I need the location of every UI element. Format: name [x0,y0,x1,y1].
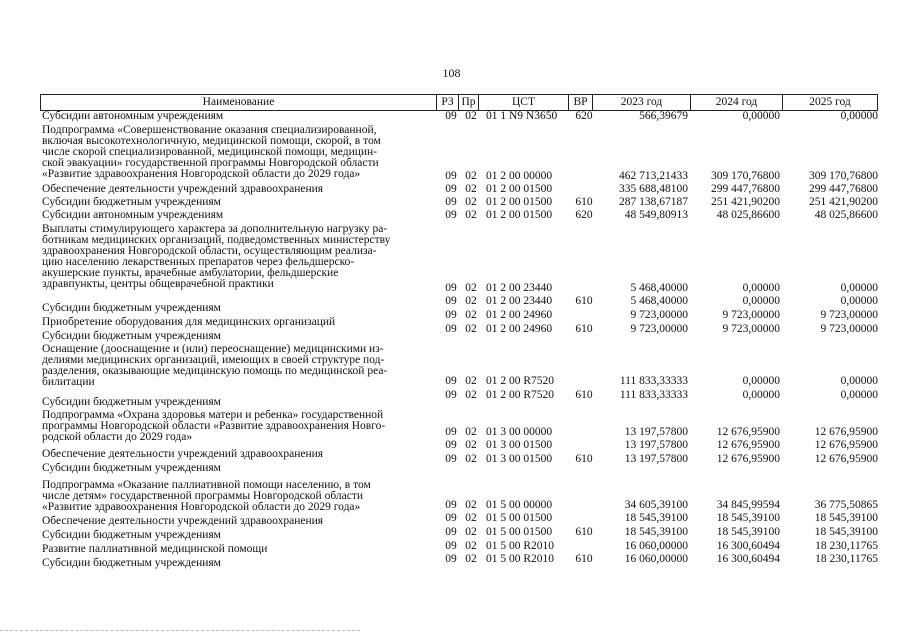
row-pr: 02 [465,526,477,538]
row-pr: 02 [465,453,477,465]
row-pr: 02 [465,439,477,451]
row-cst: 01 5 00 00000 [486,499,553,511]
row-value-2023: 5 468,40000 [630,295,688,307]
row-vr: 610 [575,323,593,335]
row-value-2025: 18 545,39100 [814,512,878,524]
row-name: Субсидии бюджетным учреждениям [42,330,221,342]
row-value-2023: 287 138,67187 [619,196,688,208]
row-rz: 09 [445,389,457,401]
row-name: Субсидии бюджетным учреждениям [42,196,221,208]
row-value-2024: 0,00000 [742,295,780,307]
row-value-2023: 48 549,80913 [624,209,688,221]
header-rz: РЗ [436,95,458,110]
header-2024: 2024 год [690,95,782,110]
row-pr: 02 [465,170,477,182]
row-cst: 01 2 00 01500 [486,183,553,195]
row-value-2023: 34 605,39100 [624,499,688,511]
row-value-2024: 12 676,95900 [716,426,780,438]
row-cst: 01 2 00 00000 [486,170,553,182]
row-name: Обеспечение деятельности учреждений здравоохранения [42,183,324,195]
row-rz: 09 [445,183,457,195]
row-vr: 610 [575,295,593,307]
row-cst: 01 5 00 01500 [486,512,553,524]
row-rz: 09 [445,309,457,321]
row-rz: 09 [445,110,457,122]
row-name: Субсидии бюджетным учреждениям [42,302,221,314]
row-value-2023: 111 833,33333 [619,375,688,387]
row-value-2025: 12 676,95900 [814,453,878,465]
row-vr: 620 [575,110,593,122]
row-pr: 02 [465,209,477,221]
row-value-2025: 309 170,76800 [809,170,878,182]
row-value-2024: 0,00000 [742,375,780,387]
row-rz: 09 [445,526,457,538]
row-value-2023: 462 713,21433 [619,170,688,182]
row-pr: 02 [465,499,477,511]
row-value-2025: 18 545,39100 [814,526,878,538]
row-cst: 01 2 00 23440 [486,282,553,294]
row-value-2025: 12 676,95900 [814,426,878,438]
row-rz: 09 [445,439,457,451]
row-cst: 01 1 N9 N3650 [486,110,558,122]
row-rz: 09 [445,295,457,307]
header-pr: Пр [458,95,478,110]
row-pr: 02 [465,389,477,401]
row-value-2023: 111 833,33333 [619,389,688,401]
row-vr: 610 [575,389,593,401]
row-name: Субсидии бюджетным учреждениям [42,529,221,541]
header-name: Наименование [40,95,436,110]
row-pr: 02 [465,426,477,438]
row-value-2024: 12 676,95900 [716,453,780,465]
row-cst: 01 2 00 01500 [486,196,553,208]
row-pr: 02 [465,295,477,307]
row-value-2023: 566,39679 [639,110,688,122]
row-pr: 02 [465,553,477,565]
row-pr: 02 [465,512,477,524]
row-rz: 09 [445,170,457,182]
page-edge-line [0,630,360,631]
row-name: Субсидии бюджетным учреждениям [42,557,221,569]
row-name: Выплаты стимулирующего характера за дополнительную нагрузку ра- ботникам медицинских организаций, подведомственных министерству здравоохранения Новгородской области, осуществляющим реализа- цию населению лекарственных препаратов через фельдшерско- акушерские пункты, врачебные амбулатории, фельдшерские здравпункты, центры общеврачебной практики [42,223,391,290]
row-value-2023: 18 545,39100 [624,526,688,538]
row-value-2025: 36 775,50865 [814,499,878,511]
row-value-2023: 5 468,40000 [630,282,688,294]
row-name: Субсидии автономным учреждениям [42,110,224,122]
row-name: Подпрограмма «Охрана здоровья матери и ребенка» государственной программы Новгородской области «Развитие здравоохранения Новго- родской области до 2029 года» [42,409,386,443]
row-value-2024: 251 421,90200 [711,196,780,208]
row-value-2024: 309 170,76800 [711,170,780,182]
row-cst: 01 2 00 01500 [486,209,553,221]
row-value-2023: 16 060,00000 [624,553,688,565]
row-vr: 610 [575,526,593,538]
row-value-2025: 9 723,00000 [820,309,878,321]
row-name: Подпрограмма «Оказание паллиативной помощи населению, в том числе детям» государственной программы Новгородской области «Развитие здравоохранения Новгородской области до 2029 года» [42,479,371,513]
row-value-2025: 251 421,90200 [809,196,878,208]
row-value-2025: 0,00000 [840,110,878,122]
row-cst: 01 2 00 23440 [486,295,553,307]
row-name: Субсидии бюджетным учреждениям [42,462,221,474]
row-pr: 02 [465,110,477,122]
row-value-2025: 299 447,76800 [809,183,878,195]
row-pr: 02 [465,323,477,335]
row-cst: 01 2 00 R7520 [486,375,555,387]
row-cst: 01 5 00 R2010 [486,540,555,552]
row-rz: 09 [445,323,457,335]
row-value-2023: 16 060,00000 [624,540,688,552]
header-2025: 2025 год [782,95,878,110]
row-value-2024: 9 723,00000 [722,323,780,335]
row-vr: 610 [575,196,593,208]
row-value-2025: 18 230,11765 [815,540,878,552]
row-pr: 02 [465,309,477,321]
row-value-2025: 18 230,11765 [815,553,878,565]
row-value-2024: 299 447,76800 [711,183,780,195]
row-value-2024: 16 300,60494 [716,540,780,552]
row-value-2025: 12 676,95900 [814,439,878,451]
row-value-2024: 16 300,60494 [716,553,780,565]
row-value-2023: 335 688,48100 [619,183,688,195]
row-pr: 02 [465,196,477,208]
row-rz: 09 [445,512,457,524]
row-value-2024: 12 676,95900 [716,439,780,451]
row-value-2024: 0,00000 [742,110,780,122]
row-value-2025: 48 025,86600 [814,209,878,221]
row-value-2025: 9 723,00000 [820,323,878,335]
row-name: Оснащение (дооснащение и (или) переоснащение) медицинскими из- делиями медицинских организаций, имеющих в своей структуре под- разделения, оказывающие медицинскую помощь по медицинской реа- билитации [42,343,388,388]
row-value-2024: 9 723,00000 [722,309,780,321]
header-cst: ЦСТ [478,95,568,110]
header-2023: 2023 год [592,95,690,110]
row-rz: 09 [445,553,457,565]
row-value-2024: 18 545,39100 [716,512,780,524]
row-rz: 09 [445,453,457,465]
row-name: Субсидии бюджетным учреждениям [42,396,221,408]
row-value-2023: 18 545,39100 [624,512,688,524]
row-value-2023: 13 197,57800 [624,453,688,465]
row-value-2024: 48 025,86600 [716,209,780,221]
row-name: Подпрограмма «Совершенствование оказания специализированной, включая высокотехнологичную, медицинской помощи, скорой, в том числе скорой специализированной, медицинской помощи, медицин- ской эвакуации» государственной программы Новгородской области «Развитие здравоохранения Новгородской области до 2029 года» [42,124,381,180]
row-cst: 01 5 00 01500 [486,526,553,538]
row-value-2025: 0,00000 [840,389,878,401]
row-value-2025: 0,00000 [840,375,878,387]
row-name: Обеспечение деятельности учреждений здравоохранения [42,515,324,527]
row-cst: 01 3 00 01500 [486,439,553,451]
row-value-2024: 18 545,39100 [716,526,780,538]
row-value-2025: 0,00000 [840,282,878,294]
row-rz: 09 [445,375,457,387]
row-value-2024: 0,00000 [742,282,780,294]
row-cst: 01 2 00 R7520 [486,389,555,401]
row-rz: 09 [445,209,457,221]
row-cst: 01 3 00 00000 [486,426,553,438]
row-vr: 620 [575,209,593,221]
row-rz: 09 [445,540,457,552]
row-pr: 02 [465,282,477,294]
row-value-2023: 13 197,57800 [624,439,688,451]
header-vr: ВР [568,95,592,110]
row-pr: 02 [465,183,477,195]
row-value-2025: 0,00000 [840,295,878,307]
row-rz: 09 [445,196,457,208]
row-cst: 01 5 00 R2010 [486,553,555,565]
row-value-2024: 0,00000 [742,389,780,401]
row-cst: 01 3 00 01500 [486,453,553,465]
row-name: Субсидии автономным учреждениям [42,209,224,221]
row-name: Приобретение оборудования для медицинских организаций [42,316,336,328]
row-rz: 09 [445,499,457,511]
row-vr: 610 [575,553,593,565]
row-value-2023: 13 197,57800 [624,426,688,438]
row-rz: 09 [445,282,457,294]
row-pr: 02 [465,540,477,552]
row-vr: 610 [575,453,593,465]
row-name: Обеспечение деятельности учреждений здравоохранения [42,448,324,460]
page-number: 108 [442,66,461,80]
row-value-2024: 34 845,99594 [716,499,780,511]
row-value-2023: 9 723,00000 [630,323,688,335]
row-cst: 01 2 00 24960 [486,309,553,321]
row-pr: 02 [465,375,477,387]
row-name: Развитие паллиативной медицинской помощи [42,543,268,555]
row-rz: 09 [445,426,457,438]
row-value-2023: 9 723,00000 [630,309,688,321]
row-cst: 01 2 00 24960 [486,323,553,335]
